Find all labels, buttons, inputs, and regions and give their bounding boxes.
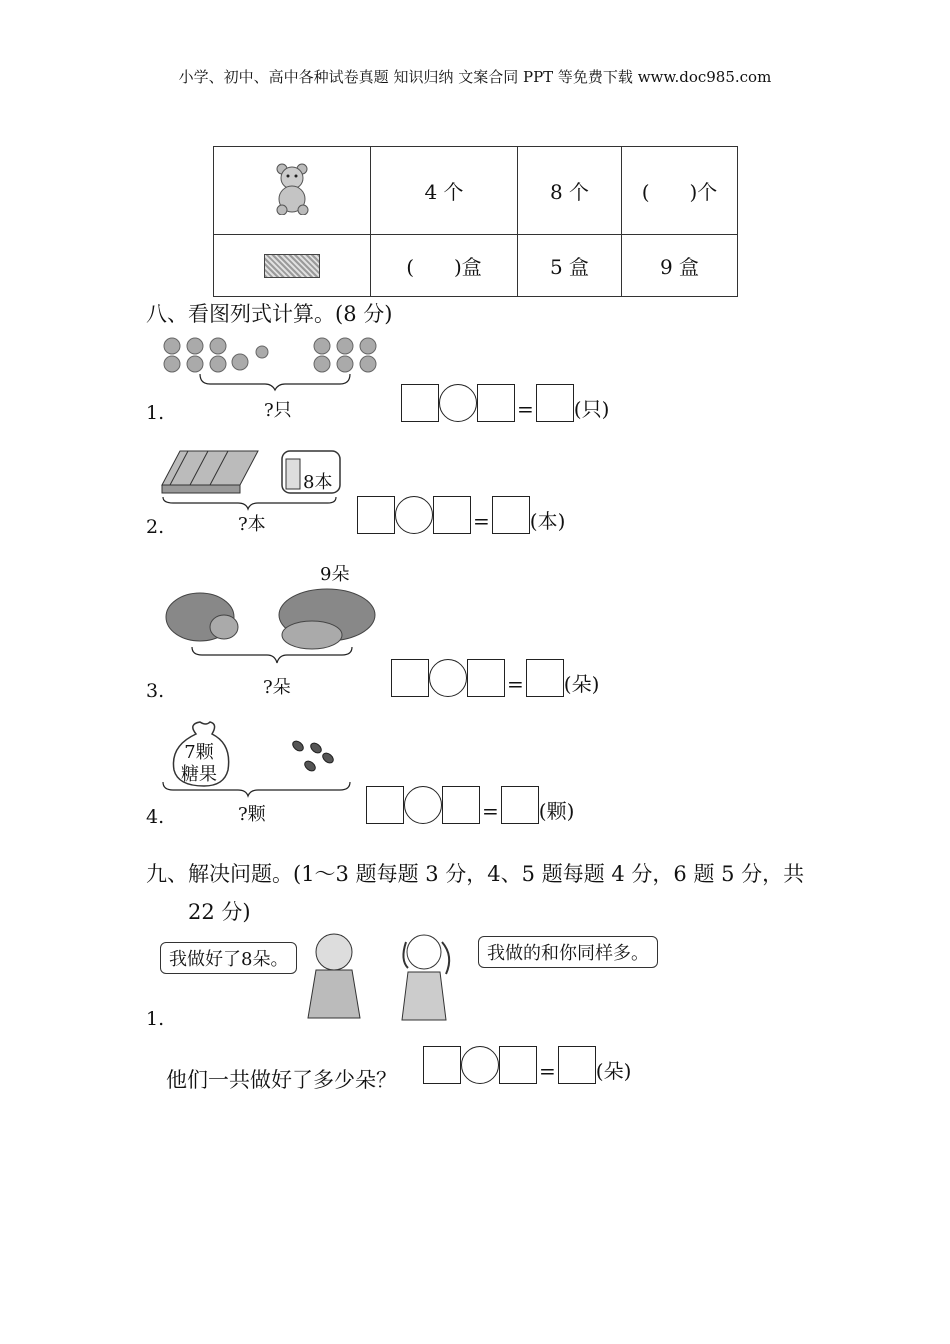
table-cell: 9 盒 [622, 235, 738, 297]
unit-label: (朵) [595, 1059, 632, 1083]
table-cell: 4 个 [371, 147, 518, 235]
unit-label: (本) [529, 509, 566, 533]
boy-speech-bubble: 我做好了8朵。 [160, 942, 297, 974]
equals-sign: = [517, 397, 534, 421]
answer-box[interactable] [536, 384, 574, 422]
answer-box[interactable] [492, 496, 530, 534]
answer-box[interactable] [423, 1046, 461, 1084]
question-label: ?只 [264, 400, 292, 421]
question-text: 他们一共做好了多少朵？ [166, 1068, 397, 1092]
item-number: 3. [146, 680, 165, 702]
quantity-table [213, 146, 738, 297]
equation-3 [391, 659, 599, 697]
bag-label: 8本 [303, 472, 333, 493]
children-picture [296, 930, 476, 1026]
equation-4 [366, 786, 574, 824]
section-9-title-cont: 22 分) [188, 900, 251, 924]
answer-box[interactable] [477, 384, 515, 422]
item-number: 2. [146, 516, 165, 538]
teddy-bear-icon [270, 161, 314, 215]
girl-speech-bubble: 我做的和你同样多。 [478, 936, 658, 968]
table-cell: ( )个 [622, 147, 738, 235]
equation-2 [357, 496, 565, 534]
crayon-box-cell [214, 235, 371, 297]
answer-box[interactable] [433, 496, 471, 534]
flowers-picture [162, 585, 382, 675]
operator-circle[interactable] [395, 496, 433, 534]
table-cell: 5 盒 [518, 235, 622, 297]
answer-box[interactable] [391, 659, 429, 697]
equals-sign: = [539, 1059, 556, 1083]
item-number: 4. [146, 806, 165, 828]
question-label: ?朵 [263, 677, 291, 698]
answer-box[interactable] [558, 1046, 596, 1084]
section-9-title: 九、解决问题。(1～3 题每题 3 分，4、5 题每题 4 分，6 题 5 分，共 [146, 862, 805, 886]
bear-cell [214, 147, 371, 235]
candy-bag-label [181, 742, 217, 786]
item-number: 1. [146, 1008, 165, 1030]
answer-box[interactable] [467, 659, 505, 697]
candy-bag-line: 7颗 [184, 742, 214, 763]
hedgehogs-picture [160, 334, 390, 394]
question-label: ?本 [238, 514, 266, 535]
operator-circle[interactable] [461, 1046, 499, 1084]
answer-box[interactable] [357, 496, 395, 534]
crayon-box-icon [264, 254, 320, 278]
operator-circle[interactable] [404, 786, 442, 824]
answer-box[interactable] [499, 1046, 537, 1084]
table-cell: ( )盒 [371, 235, 518, 297]
unit-label: (颗) [538, 799, 575, 823]
unit-label: (朵) [563, 672, 600, 696]
equation-1 [401, 384, 609, 422]
section-8-title: 八、看图列式计算。(8 分) [146, 302, 393, 326]
flowers-top-label: 9朵 [320, 564, 350, 585]
equation-5 [423, 1046, 631, 1084]
operator-circle[interactable] [429, 659, 467, 697]
answer-box[interactable] [442, 786, 480, 824]
operator-circle[interactable] [439, 384, 477, 422]
equals-sign: = [482, 799, 499, 823]
question-label: ?颗 [238, 804, 266, 825]
equals-sign: = [473, 509, 490, 533]
answer-box[interactable] [501, 786, 539, 824]
answer-box[interactable] [366, 786, 404, 824]
table-cell: 8 个 [518, 147, 622, 235]
answer-box[interactable] [401, 384, 439, 422]
item-number: 1. [146, 402, 165, 424]
unit-label: (只) [573, 397, 610, 421]
candy-bag-line: 糖果 [181, 764, 217, 785]
page-header: 小学、初中、高中各种试卷真题 知识归纳 文案合同 PPT 等免费下载 www.doc985.com [178, 68, 772, 86]
equals-sign: = [507, 672, 524, 696]
answer-box[interactable] [526, 659, 564, 697]
